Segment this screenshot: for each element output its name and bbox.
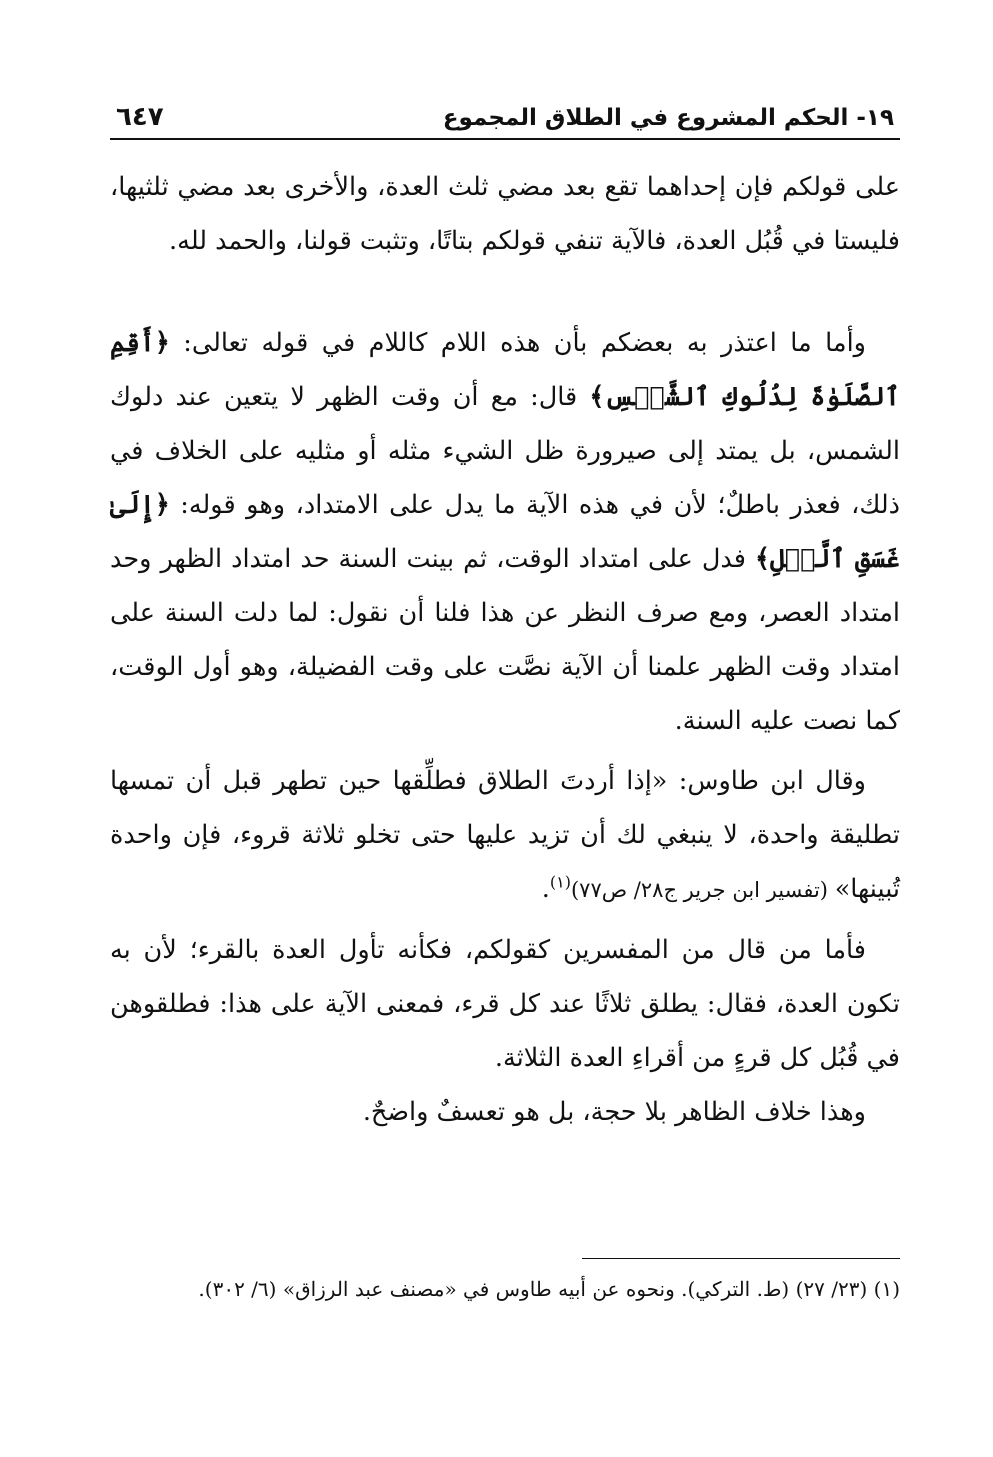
paragraph-1 (110, 160, 900, 268)
paragraph-2 (110, 316, 900, 748)
page-number: ٦٤٧ (116, 102, 164, 132)
paragraph-2-after: فدل على امتداد الوقت، ثم بينت السنة حد امتداد الظهر وحد امتداد العصر، ومع صرف النظر عن هذا فلنا أن نقول: لما دلت السنة على امتداد وقت الظهر علمنا أن الآية نصَّت على وقت الفضيلة، وهو أول الوقت، كما نصت عليه السنة. (110, 544, 900, 736)
quran-verse-1: ﴿أَقِمِ ٱلصَّلَوٰةَ لِدُلُوكِ ٱلشَّمۡسِ﴾ (110, 328, 900, 412)
paragraph-3-text: وقال ابن طاوس: «إذا أردتَ الطلاق فطلِّقها حين تطهر قبل أن تمسها تطليقة واحدة، لا ينبغي لك أن تزيد عليها حتى تخلو ثلاثة قروء، فإن واحدة تُبينها» (110, 766, 900, 904)
chapter-title: ١٩- الحكم المشروع في الطلاق المجموع (442, 105, 894, 131)
citation: (تفسير ابن جرير ج٢٨/ ص٧٧) (570, 878, 835, 902)
footnote-reference[interactable]: (١) (549, 872, 571, 892)
paragraph-4-text: فأما من قال من المفسرين كقولكم، فكأنه تأول العدة بالقرء؛ لأن به تكون العدة، فقال: يطلق ثلاثًا عند كل قرء، فمعنى الآية على هذا: فطلقوهن في قُبُل كل قرءٍ من أقراءِ العدة الثلاثة. (110, 935, 900, 1073)
paragraph-4 (110, 923, 900, 1085)
book-page (110, 96, 901, 1301)
footnote-1: (١) (٢٣/ ٢٧) (ط. التركي). ونحوه عن أبيه طاوس في «مصنف عبد الرزاق» (٦/ ٣٠٢). (198, 1277, 900, 1301)
main-text (110, 160, 900, 1139)
paragraph-3-end: . (541, 874, 550, 904)
paragraph-1-text: على قولكم فإن إحداهما تقع بعد مضي ثلث العدة، والأخرى بعد مضي ثلثيها، فليستا في قُبُل العدة، فالآية تنفي قولكم بتاتًا، وتثبت قولنا، والحمد لله. (110, 172, 900, 256)
running-header (110, 96, 900, 140)
paragraph-2-before: وأما ما اعتذر به بعضكم بأن هذه اللام كاللام في قوله تعالى: (169, 328, 866, 358)
footnote-divider (582, 1258, 900, 1259)
paragraph-5-text: وهذا خلاف الظاهر بلا حجة، بل هو تعسفٌ واضحٌ. (362, 1097, 866, 1127)
paragraph-5 (110, 1085, 900, 1139)
footnotes (110, 1272, 900, 1306)
paragraph-2-middle: قال: مع أن وقت الظهر لا يتعين عند دلوك الشمس، بل يمتد إلى صيرورة ظل الشيء مثله أو مثليه على الخلاف في ذلك، فعذر باطلٌ؛ لأن في هذه الآية ما يدل على الامتداد، وهو قوله: (110, 382, 900, 520)
paragraph-3 (110, 754, 900, 917)
quran-verse-2: ﴿إِلَىٰ غَسَقِ ٱلَّيۡلِ﴾ (110, 490, 901, 574)
